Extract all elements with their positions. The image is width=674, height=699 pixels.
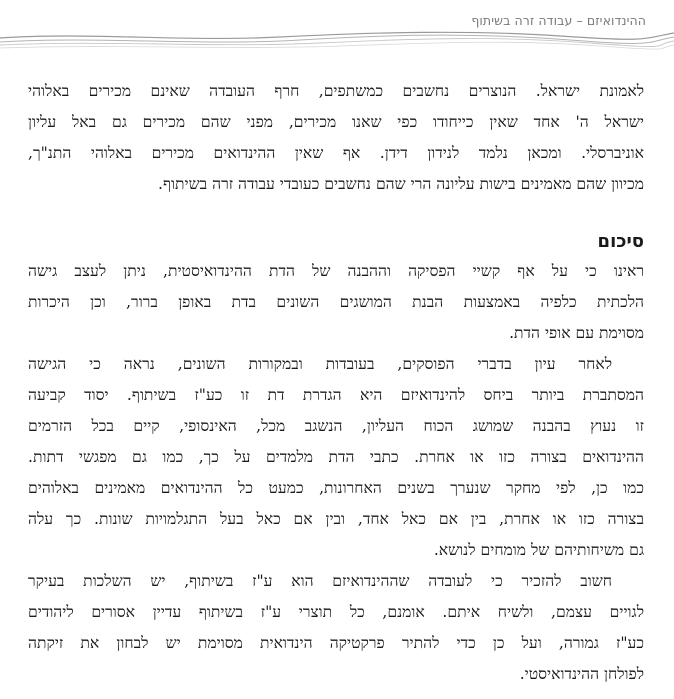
summary-paragraph-3 bbox=[28, 566, 644, 690]
running-header-title: ההינדואיזם – עבודה זרה בשיתוף bbox=[471, 13, 646, 28]
text-line: הלכתית כלפיה באמצעות הבנת המושגים השונים בדת באופן ברור, וכן היכרות bbox=[28, 293, 644, 311]
text-line: לגויים עצמם, ולשיח איתם. אומנם, כל תוצרי ע"ז בשיתוף עדיין אסורים ליהודים bbox=[28, 603, 644, 621]
text-line: מכיוון שהם מאמינים בישות עליונה הרי שהם נחשבים כעובדי עבודה זרה בשיתוף. bbox=[157, 175, 644, 193]
text-line: ראינו כי על אף קשיי הפסיקה וההבנה של הדת ההינדואיסטית, ניתן לעצב גישה bbox=[28, 262, 644, 280]
text-line: מסוימת עם אופי הדת. bbox=[509, 324, 644, 342]
text-line: חשוב להזכיר כי לעובדה שההינדואיזם הוא ע"ז בשיתוף, יש השלכות בעיקר bbox=[28, 572, 612, 590]
text-line: כע"ז גמורה, ועל כן כדי להתיר פרקטיקה הינדואית מסוימת יש לבחון את זיקתה bbox=[28, 634, 644, 652]
text-line: כמו כן, לפי מחקר שנערך בשנים האחרונות, כמעט כל ההינדואים מאמינים באלוהים bbox=[28, 479, 644, 497]
text-line: בצורה כזו או אחרת, בין אם כאל אחד, ובין אם כאל בעל התגלמויות שונות. כך עלה bbox=[28, 510, 644, 528]
text-line: זו נעוץ בהבנה שמושג הכוח העליון, הנשגב מכל, האינסופי, קיים בכל הזרמים bbox=[28, 417, 644, 435]
summary-paragraph-1 bbox=[28, 256, 644, 349]
text-line: ישראל ה' אחד שאין כייחודו כפי שאנו מכירים, מפני שהם מכירים גם באל עליון bbox=[28, 113, 644, 131]
text-line: לאחר עיון בדברי הפוסקים, בעובדות ובמקורות השונים, נראה כי הגישה bbox=[28, 355, 612, 373]
text-line: המסתברת ביותר ביחס להינדואיזם היא הגדרת דת זו כע"ז בשיתוף. יסוד קביעה bbox=[28, 386, 644, 404]
text-line: גם משיחותיהם של מומחים לנושא. bbox=[433, 541, 644, 559]
section-heading: סיכום bbox=[597, 231, 644, 252]
main-text-body bbox=[28, 76, 644, 690]
text-line: לאמונת ישראל. הנוצרים נחשבים כמשתפים, חרף העובדה שאינם מכירים באלוהי bbox=[28, 82, 644, 100]
intro-paragraph bbox=[28, 76, 644, 200]
decorative-header-wave bbox=[0, 26, 674, 52]
summary-paragraph-2 bbox=[28, 349, 644, 566]
text-line: אוניברסלי. ומכאן נלמד לנידון דידן. אף שאין ההינדואים מכירים באלוהי התנ"ך, bbox=[28, 144, 644, 162]
text-line: ההינדואים בצורה כזו או אחרת. כתבי הדת מלמדים על כך, כמו גם מפגשי דתות. bbox=[28, 448, 644, 466]
text-line: לפולחן ההינדואיסטי. bbox=[519, 665, 644, 683]
